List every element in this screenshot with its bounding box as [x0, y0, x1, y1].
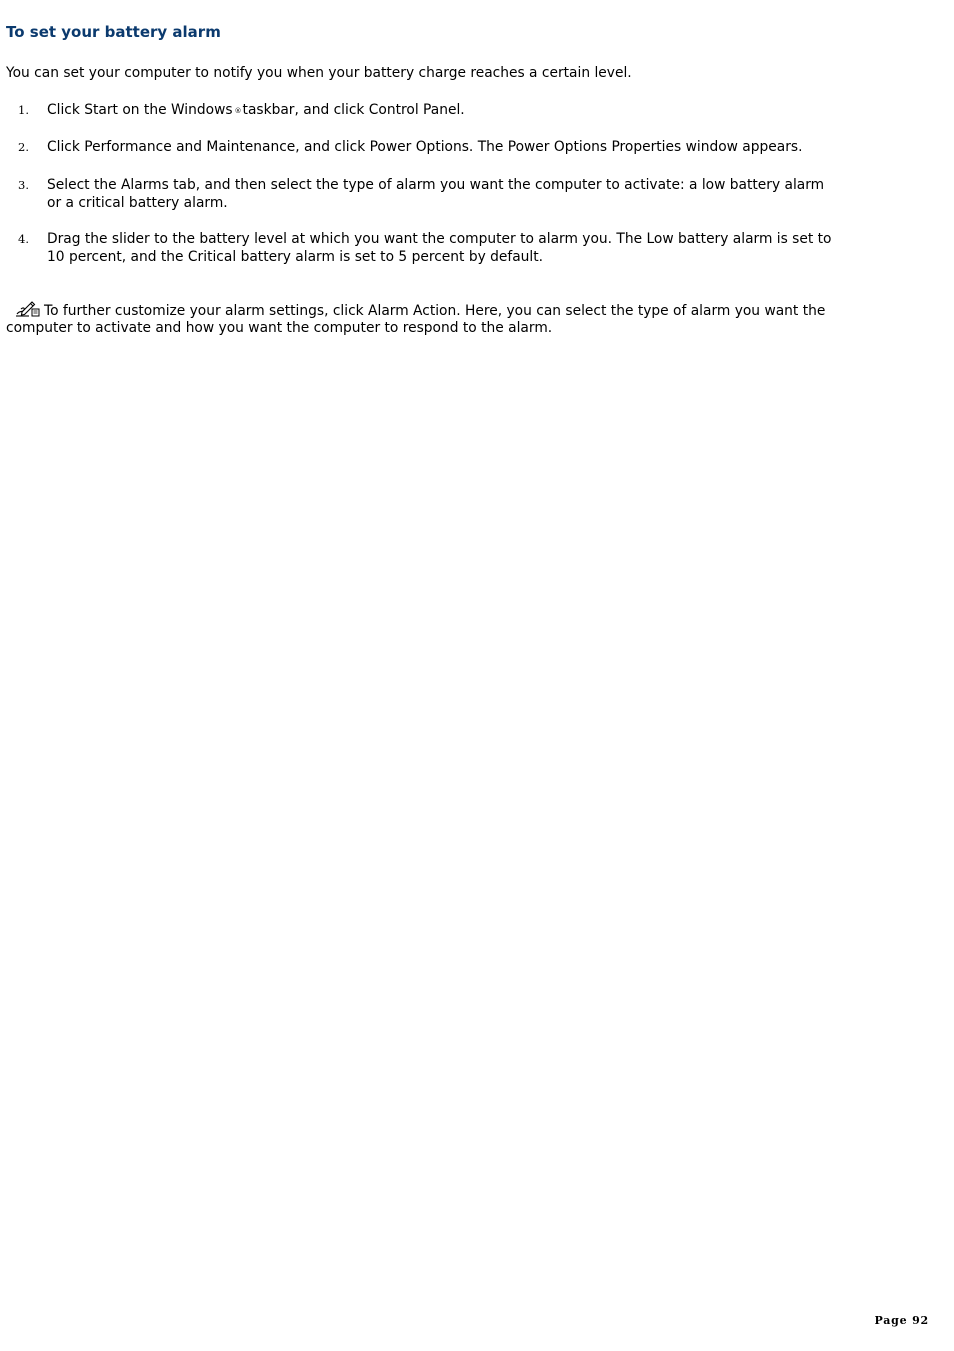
step-text	[47, 176, 927, 212]
step-number: 3.	[18, 178, 29, 192]
step-number: 2.	[18, 140, 29, 154]
step-line: Select the Alarms tab, and then select the type of alarm you want the computer to activate: a low battery alarm	[47, 177, 825, 193]
step-line: Drag the slider to the battery level at which you want the computer to alarm you. The Low battery alarm is set to	[47, 231, 832, 247]
section-heading: To set your battery alarm	[6, 23, 221, 41]
step-line: or a critical battery alarm.	[47, 195, 228, 211]
step-line: 10 percent, and the Critical battery alarm is set to 5 percent by default.	[47, 249, 544, 265]
note-line: computer to activate and how you want the computer to respond to the alarm.	[6, 320, 553, 336]
step-text-part: Click Start on the Windows	[47, 102, 233, 118]
note-pencil-icon	[14, 300, 40, 318]
step-line	[47, 101, 927, 120]
note-paragraph	[6, 300, 926, 337]
step-number: 4.	[18, 232, 29, 246]
note-line	[6, 300, 926, 320]
step-line: Click Performance and Maintenance, and click Power Options. The Power Options Properties window appears.	[47, 139, 803, 155]
step-text-part: taskbar, and click Control Panel.	[242, 102, 465, 118]
registered-mark: ®	[234, 107, 242, 115]
page-number: Page 92	[874, 1314, 929, 1327]
note-text: To further customize your alarm settings, click Alarm Action. Here, you can select the type of alarm you want the	[44, 303, 826, 319]
step-text	[47, 101, 927, 120]
step-text	[47, 138, 927, 156]
intro-paragraph: You can set your computer to notify you when your battery charge reaches a certain level.	[6, 65, 632, 81]
step-text	[47, 230, 927, 266]
step-number: 1.	[18, 103, 29, 117]
